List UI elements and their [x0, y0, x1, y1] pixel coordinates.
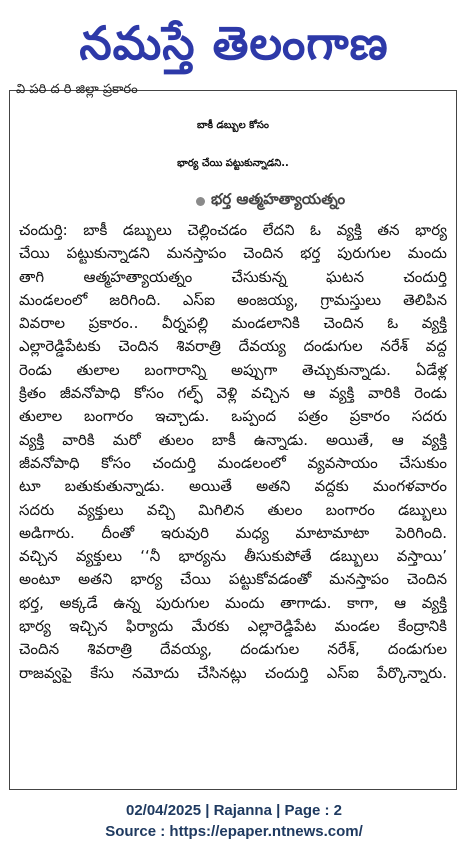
- article-clipping: [9, 82, 457, 790]
- article-body-line: జీవనోపాధి కోసం చందుర్తి మండలంలో వ్యవసాయం చేసుకుం: [19, 453, 447, 472]
- article-body-line: రెండు తులాల బంగారాన్ని అప్పుగా తెచ్చుకున్నాడు. ఏడేళ్ల: [19, 360, 447, 379]
- bullet-icon: [196, 197, 205, 206]
- footer: [0, 800, 468, 842]
- headline-line-2: భార్య చేయి పట్టుకున్నాడని..: [177, 158, 289, 169]
- headline-line-1: బాకీ డబ్బుల కోసం: [197, 120, 269, 131]
- cut-off-text-content: వి పరి ద రి జిల్లా ప్రకారం: [16, 82, 138, 97]
- article-body-line: క్రితం జీవనోపాధి కోసం గల్ఫ్ వెళ్లి వచ్చిన ఆ వ్యక్తి వారికి రెండు: [19, 384, 447, 403]
- article-subheading: [196, 190, 345, 212]
- article-body-line: భర్త, అక్కడే ఉన్న పురుగుల మందు తాగాడు. కాగా, ఆ వ్యక్తి: [19, 593, 447, 612]
- article-body-line: సదరు వ్యక్తులు వచ్చి మిగిలిన తులం బంగారం డబ్బులు: [19, 500, 447, 519]
- article-body-line: వ్యక్తి వారికి మరో తులం బాకీ ఉన్నాడు. అయితే, ఆ వ్యక్తి: [19, 430, 447, 449]
- article-body-line: మండలంలో జరిగింది. ఎస్ఐ అంజయ్య, గ్రామస్తులు తెలిపిన: [19, 290, 447, 309]
- article-body: [19, 219, 447, 685]
- article-headline: [10, 107, 456, 183]
- article-body-line: వచ్చిన వ్యక్తులు ‘‘నీ భార్యను తీసుకుపోతే డబ్బులు వస్తాయి’: [19, 547, 447, 566]
- subheading-text: భర్త ఆత్మహత్యాయత్నం: [211, 190, 346, 208]
- article-body-line: టూ బతుకుతున్నాడు. అయితే అతని వద్దకు మంగళవారం: [19, 477, 447, 496]
- article-body-line: చేయి పట్టుకున్నాడని మనస్తాపం చెందిన భర్త పురుగుల మందు: [19, 244, 447, 263]
- newspaper-logo: నమస్తే తెలంగాణ: [79, 16, 389, 70]
- article-body-line: చెందిన శివరాత్రి దేవయ్య, దండుగుల నరేశ్, దండుగుల: [19, 640, 447, 659]
- article-body-line: చందుర్తి: బాకీ డబ్బులు చెల్లించడం లేదని ఓ వ్యక్తి తన భార్య: [19, 221, 447, 239]
- article-body-line: తులాల బంగారం ఇచ్చాడు. ఒప్పంద పత్రం ప్రకారం సదరు: [19, 407, 447, 426]
- article-body-line: ఎల్లారెడ్డిపేటకు చెందిన శివరాత్రి దేవయ్య దండుగుల నరేశ్ వద్ద: [19, 337, 447, 356]
- article-body-line: రాజవ్వపై కేసు నమోదు చేసినట్లు చందుర్తి ఎస్ఐ పేర్కొన్నారు.: [19, 663, 447, 682]
- article-body-line: తాగి ఆత్మహత్యాయత్నం చేసుకున్న ఘటన చందుర్తి: [19, 267, 447, 286]
- article-body-line: అంటూ అతని భార్య చేయి పట్టుకోవడంతో మనస్తాపం చెందిన: [19, 570, 447, 589]
- article-body-line: అడిగారు. దీంతో ఇరువురి మధ్య మాటామాటా పెరిగింది.: [19, 523, 447, 542]
- masthead: [0, 0, 468, 86]
- article-body-line: వివరాల ప్రకారం.. వీర్నపల్లి మండలానికి చెందిన ఓ వ్యక్తి: [19, 314, 447, 333]
- cut-off-text: [16, 82, 346, 101]
- source-line: Source : https://epaper.ntnews.com/: [105, 823, 363, 840]
- article-body-line: భార్య ఇచ్చిన ఫిర్యాదు మేరకు ఎల్లారెడ్డిపేట మండల కేంద్రానికి: [19, 617, 447, 636]
- date-edition-line: 02/04/2025 | Rajanna | Page : 2: [125, 802, 342, 819]
